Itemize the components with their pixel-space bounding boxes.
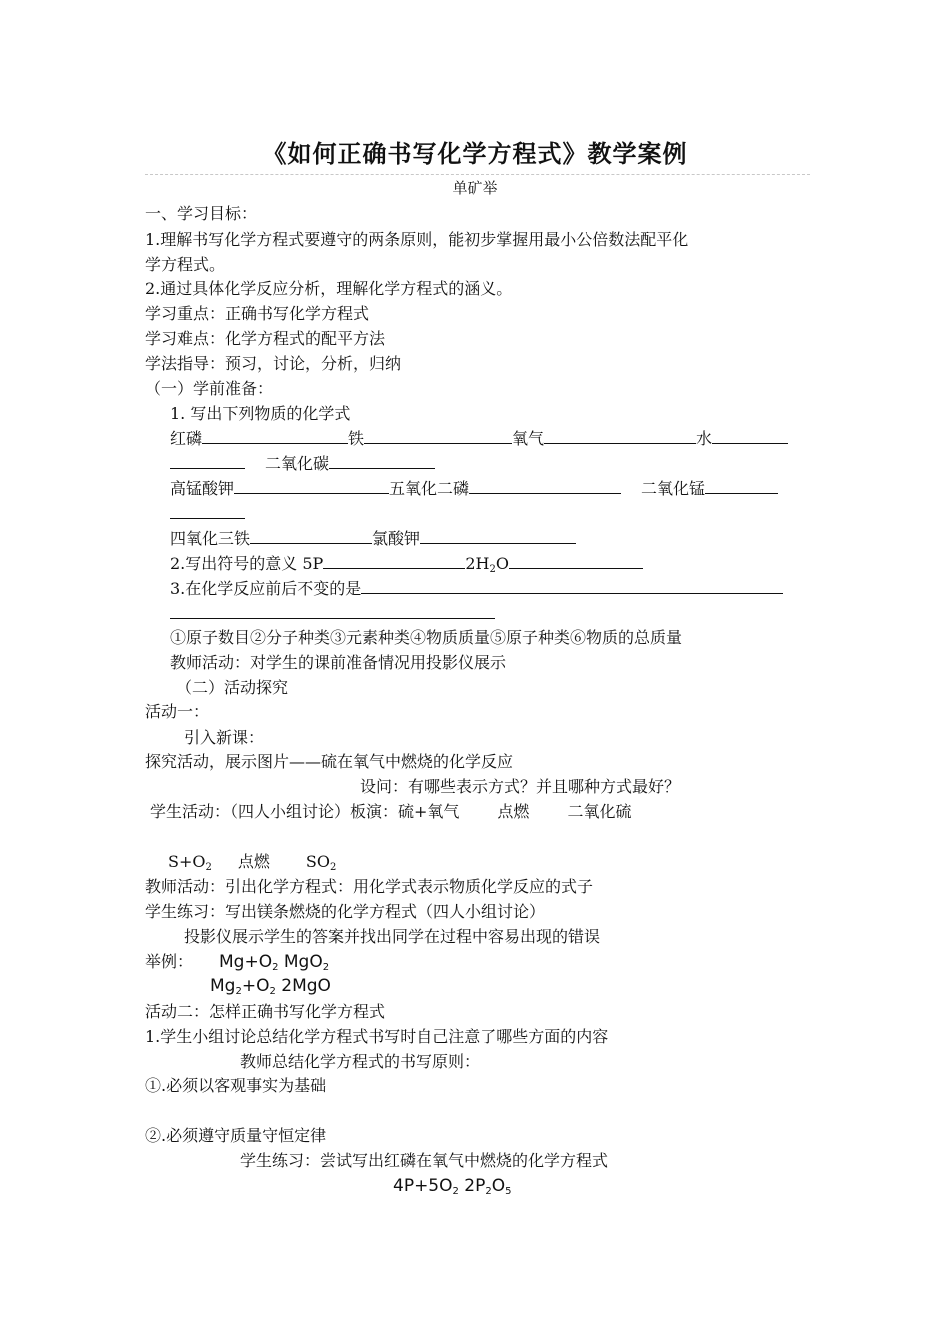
projector-display: 投影仪展示学生的答案并找出同学在过程中容易出现的错误 — [184, 927, 601, 946]
question-3-continuation — [170, 603, 495, 625]
answer-blank[interactable] — [170, 504, 245, 519]
item-manganese-dioxide: 二氧化锰 — [641, 479, 706, 498]
subscript: 5 — [505, 1186, 512, 1197]
item-oxygen: 氧气 — [512, 429, 545, 448]
title-separator — [145, 174, 810, 175]
question-3-label: 3.在化学反应前后不变的是 — [170, 579, 362, 598]
author-name: 单矿举 — [452, 179, 498, 197]
subscript: 2 — [235, 986, 242, 997]
fill-row-4 — [170, 503, 245, 525]
answer-blank[interactable] — [202, 429, 348, 444]
item-iron-oxide: 四氧化三铁 — [170, 529, 251, 548]
group-discussion: 1.学生小组讨论总结化学方程式书写时自己注意了哪些方面的内容 — [145, 1027, 609, 1046]
rule-1: ①.必须以客观事实为基础 — [145, 1076, 327, 1095]
sulfur-equation — [168, 851, 336, 873]
student-exercise-2: 学生练习：尝试写出红磷在氧气中燃烧的化学方程式 — [240, 1151, 609, 1170]
item-red-phosphorus: 红磷 — [170, 429, 203, 448]
student-activity-text: 学生活动：（四人小组讨论）板演：硫+氧气 — [150, 802, 460, 821]
magnesium-equation-2: $Mg_2+O_2$ 2MgO — [210, 976, 331, 997]
answer-blank[interactable] — [250, 529, 372, 544]
phosphorus-equation: $4P+5O_2$ $2P_2O_5$ — [393, 1176, 512, 1197]
h2o-symbol-tail: O — [495, 554, 509, 573]
ignite-condition: 点燃 — [237, 852, 270, 871]
answer-blank[interactable] — [509, 554, 643, 569]
learning-focus: 学习重点：正确书写化学方程式 — [145, 304, 370, 323]
h2o-symbol: 2H — [465, 554, 490, 573]
question-2-label: 2.写出符号的意义 5P — [170, 554, 324, 573]
question-1: 1. 写出下列物质的化学式 — [170, 404, 351, 423]
answer-blank[interactable] — [364, 429, 512, 444]
teacher-activity-2: 教师活动：引出化学方程式：用化学式表示物质化学反应的式子 — [145, 877, 594, 896]
learning-method: 学法指导：预习，讨论，分析，归纳 — [145, 354, 402, 373]
fill-row-5 — [170, 528, 576, 550]
item-carbon-dioxide: 二氧化碳 — [265, 454, 330, 473]
subscript: 2 — [272, 962, 279, 973]
document-title: 《如何正确书写化学方程式》教学案例 — [262, 139, 688, 168]
answer-blank[interactable] — [469, 479, 621, 494]
magnesium-equation-1: $Mg+O_2$ MgO$_2$ — [219, 952, 330, 973]
item-potassium-chlorate: 氯酸钾 — [372, 529, 421, 548]
teacher-activity-1: 教师活动：对学生的课前准备情况用投影仪展示 — [170, 653, 507, 672]
student-exercise-1: 学生练习：写出镁条燃烧的化学方程式（四人小组讨论） — [145, 902, 546, 921]
sulfur-dioxide-name: 二氧化硫 — [567, 802, 632, 821]
subscript: 2 — [269, 986, 276, 997]
example-line-2 — [210, 975, 331, 997]
answer-blank[interactable] — [712, 429, 788, 444]
answer-blank[interactable] — [705, 479, 778, 494]
example-line-1 — [145, 951, 329, 973]
answer-blank[interactable] — [170, 454, 245, 469]
teacher-summary: 教师总结化学方程式的书写原则： — [240, 1052, 481, 1071]
section-heading: 一、学习目标： — [145, 204, 258, 223]
answer-blank[interactable] — [329, 454, 435, 469]
subscript: 2 — [205, 862, 212, 873]
subscript: 2 — [329, 862, 337, 873]
rule-2: ②.必须遵守质量守恒定律 — [145, 1126, 327, 1145]
subscript: 2 — [485, 1186, 492, 1197]
equation-reactants: S+O — [168, 852, 206, 871]
answer-blank[interactable] — [323, 554, 465, 569]
equation-product: SO — [305, 852, 330, 871]
question-prompt: 设问：有哪些表示方式？并且哪种方式最好？ — [360, 777, 681, 796]
fill-row-3 — [170, 478, 778, 500]
answer-blank[interactable] — [544, 429, 696, 444]
learning-difficulty: 学习难点：化学方程式的配平方法 — [145, 329, 386, 348]
intro-new-lesson: 引入新课： — [184, 728, 265, 747]
item-phosphorus-pentoxide: 五氧化二磷 — [389, 479, 470, 498]
student-activity-1 — [150, 801, 631, 823]
subscript: 2 — [322, 962, 330, 973]
subscript: 2 — [489, 564, 496, 575]
answer-blank[interactable] — [234, 479, 389, 494]
activity-1: 活动一： — [145, 702, 210, 721]
goal-2: 2.通过具体化学反应分析，理解化学方程式的涵义。 — [145, 279, 513, 298]
subscript: 2 — [452, 1186, 459, 1197]
fill-row-2 — [170, 453, 435, 475]
answer-blank[interactable] — [361, 579, 783, 594]
fill-row-1 — [170, 428, 788, 450]
part-1-heading: （一）学前准备： — [145, 379, 274, 398]
item-water: 水 — [696, 429, 713, 448]
activity-2: 活动二：怎样正确书写化学方程式 — [145, 1002, 386, 1021]
answer-blank[interactable] — [420, 529, 576, 544]
question-3 — [170, 578, 783, 600]
example-label: 举例： — [145, 952, 194, 971]
ignite-condition: 点燃 — [497, 802, 530, 821]
explore-activity: 探究活动，展示图片——硫在氧气中燃烧的化学反应 — [145, 752, 514, 771]
item-potassium-permanganate: 高锰酸钾 — [170, 479, 235, 498]
answer-blank[interactable] — [170, 604, 495, 619]
question-3-options: ①原子数目②分子种类③元素种类④物质质量⑤原子种类⑥物质的总质量 — [170, 628, 683, 647]
part-2-heading: （二）活动探究 — [176, 678, 289, 697]
question-2 — [170, 553, 643, 575]
item-iron: 铁 — [348, 429, 365, 448]
goal-1-line-a: 1.理解书写化学方程式要遵守的两条原则，能初步掌握用最小公倍数法配平化 — [145, 230, 689, 249]
goal-1-line-b: 学方程式。 — [145, 255, 226, 274]
